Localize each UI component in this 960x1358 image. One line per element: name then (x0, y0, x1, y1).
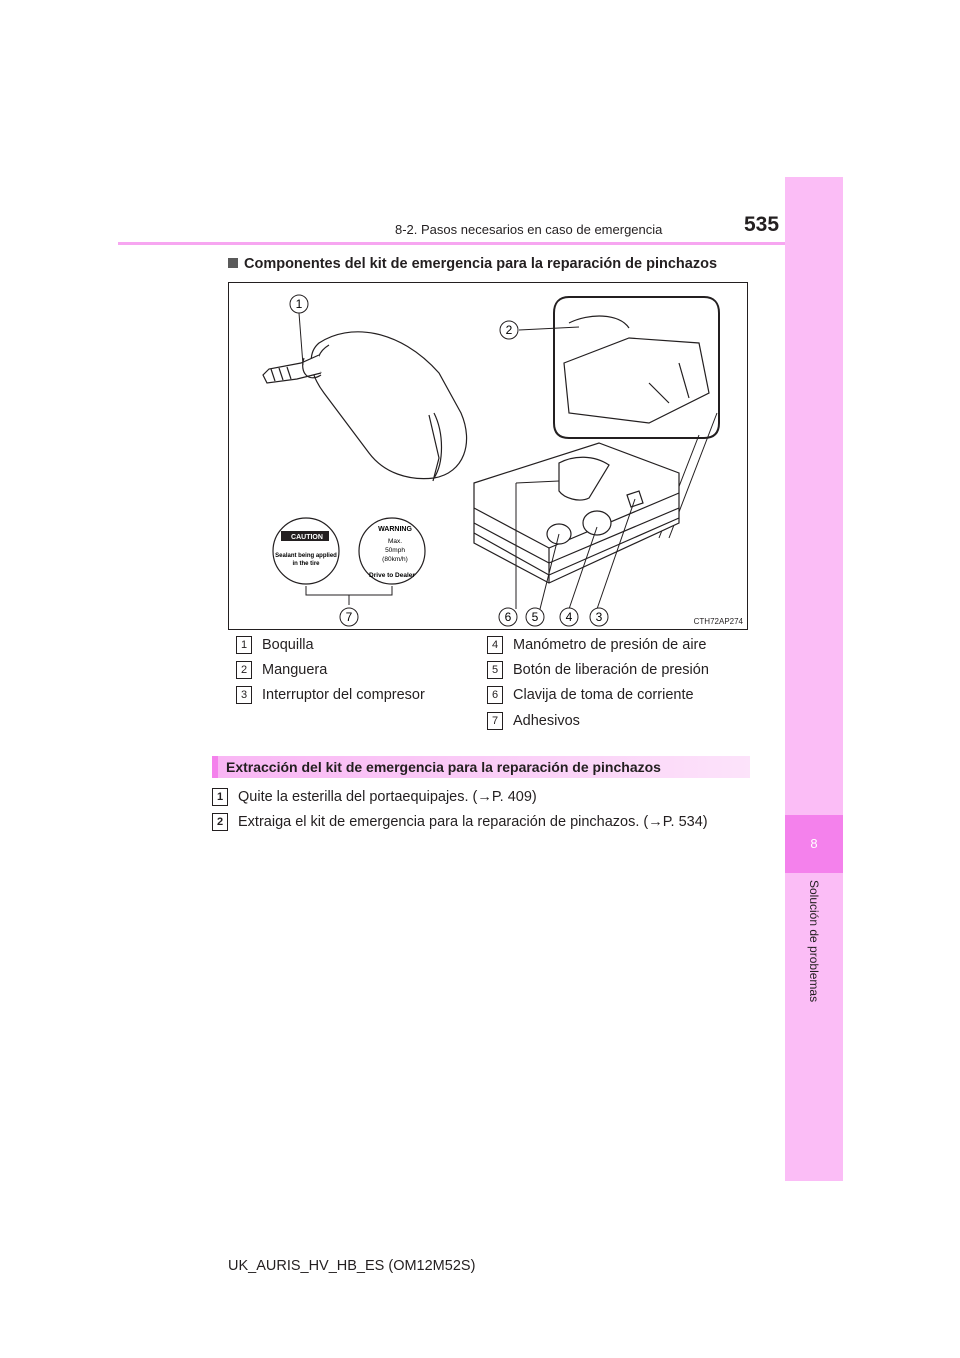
callout-1: 1 (295, 297, 303, 311)
chapter-title-vertical: Solución de problemas (807, 880, 821, 1003)
svg-text:Max.: Max. (387, 538, 403, 545)
header-section-title: 8-2. Pasos necesarios en caso de emergencia (395, 222, 663, 237)
callout-3: 3 (595, 610, 603, 624)
callout-4: 4 (565, 610, 573, 624)
legend-item: 1 Boquilla (236, 636, 314, 654)
document-footer: UK_AURIS_HV_HB_ES (OM12M52S) (228, 1258, 476, 1274)
legend-item: 7 Adhesivos (487, 712, 580, 730)
chapter-tab-strip (785, 177, 843, 1181)
legend-item: 3 Interruptor del compresor (236, 686, 425, 704)
step-item: 1 Quite la esterilla del portaequipajes. (→P. 409) (212, 788, 537, 806)
figure-code: CTH72AP274 (693, 617, 743, 626)
warning-sticker (359, 518, 425, 584)
legend-item: 6 Clavija de toma de corriente (487, 686, 694, 704)
svg-text:CAUTION: CAUTION (291, 534, 323, 541)
svg-text:in the tire: in the tire (292, 561, 320, 567)
svg-text:WARNING: WARNING (378, 526, 412, 533)
page-number: 535 (744, 213, 780, 236)
svg-text:(80km/h): (80km/h) (382, 556, 408, 563)
square-bullet-icon (228, 258, 238, 268)
callout-6: 6 (504, 610, 512, 624)
callout-5: 5 (531, 610, 539, 624)
svg-text:Drive to Dealer: Drive to Dealer (369, 572, 415, 579)
chapter-number: 8 (785, 815, 843, 873)
subheading: Componentes del kit de emergencia para la reparación de pinchazos (228, 256, 717, 272)
section-heading: Extracción del kit de emergencia para la reparación de pinchazos (212, 756, 750, 778)
step-item: 2 Extraiga el kit de emergencia para la reparación de pinchazos. (→P. 534) (212, 813, 708, 831)
callout-7: 7 (345, 610, 353, 624)
legend-item: 4 Manómetro de presión de aire (487, 636, 706, 654)
svg-text:50mph: 50mph (385, 547, 405, 554)
svg-text:Sealant being applied: Sealant being applied (275, 553, 337, 559)
header-rule (118, 242, 785, 245)
caution-sticker (273, 518, 339, 584)
legend-item: 5 Botón de liberación de presión (487, 661, 709, 679)
callout-2: 2 (505, 323, 513, 337)
legend-item: 2 Manguera (236, 661, 327, 679)
kit-drawing (229, 283, 747, 629)
kit-illustration (228, 282, 748, 630)
